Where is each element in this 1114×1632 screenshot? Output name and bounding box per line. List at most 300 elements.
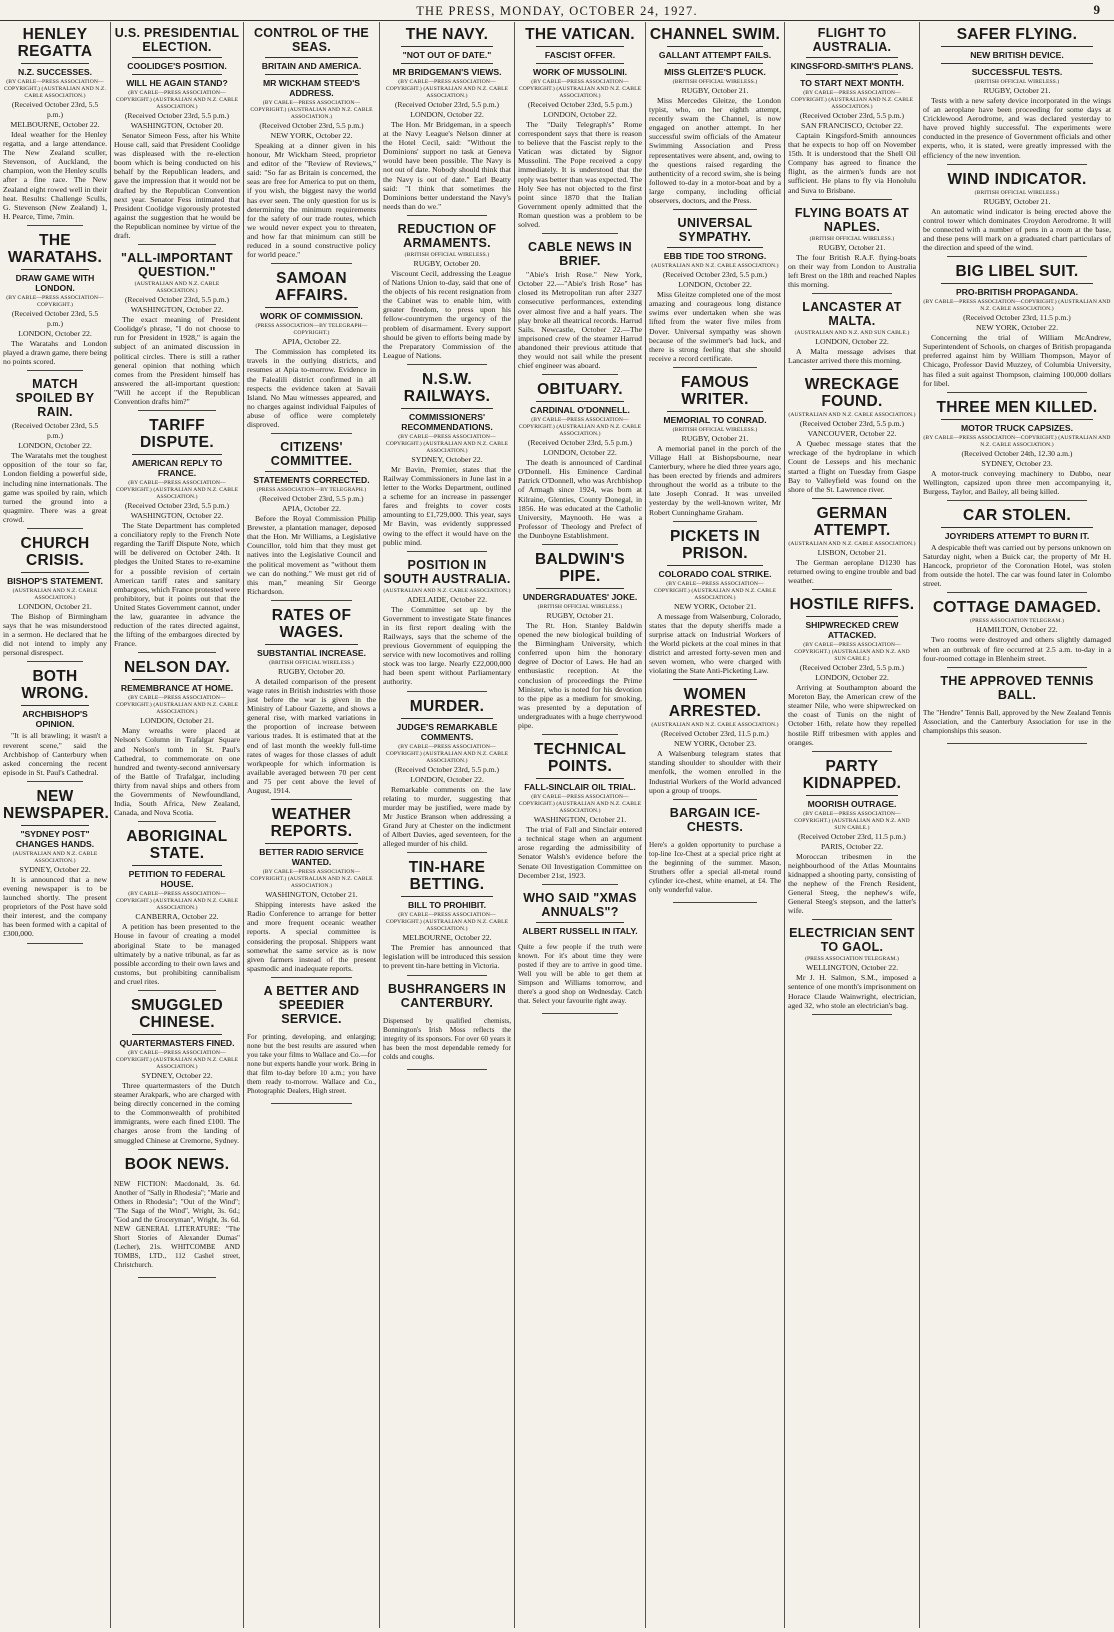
article-subheading: ARCHBISHOP'S OPINION. xyxy=(22,709,88,730)
article-subheading: FASCIST OFFER. xyxy=(544,50,616,60)
cable-credit: (BY CABLE—PRESS ASSOCIATION—COPYRIGHT.) (AUSTRALIAN AND N.Z. CABLE ASSOCIATION.) xyxy=(385,912,509,933)
article-headline: MURDER. xyxy=(409,697,485,715)
article-end-rule xyxy=(271,600,352,601)
article xyxy=(247,440,376,601)
article xyxy=(923,263,1111,393)
dateline: RUGBY, October 21. xyxy=(681,433,749,443)
article-end-rule xyxy=(673,799,757,800)
article-headline: MATCH SPOILED BY RAIN. xyxy=(15,377,95,420)
article-end-rule xyxy=(947,743,1087,744)
dateline: NEW YORK, October 21. xyxy=(673,601,757,611)
article-end-rule xyxy=(407,364,487,365)
article xyxy=(518,741,642,885)
cable-credit: (BRITISH OFFICIAL WIRELESS.) xyxy=(809,235,895,242)
headline-rule xyxy=(132,454,222,455)
article-body: Three quartermasters of the Dutch steamer Arakpark, who are charged with being directly concerned in the coming to the Commonwealth of prohibited immigrants, were each fined £100. The charges arose from the landing of smuggled Chinese at Cremorne, Sydney. xyxy=(114,1080,240,1145)
received-time: (Received October 23rd, 5.5 p.m.) xyxy=(259,121,364,130)
article-end-rule xyxy=(673,902,757,903)
cable-credit: (BY CABLE—PRESS ASSOCIATION—COPYRIGHT.) (AUSTRALIAN AND N.Z. CABLE ASSOCIATION.) xyxy=(923,299,1111,313)
article-end-rule xyxy=(27,661,83,662)
cable-credit: (AUSTRALIAN AND N.Z. CABLE ASSOCIATION.) xyxy=(12,850,98,864)
article xyxy=(247,270,376,434)
article-subheading: ALBERT RUSSELL IN ITALY. xyxy=(522,925,638,936)
article xyxy=(649,686,781,799)
article-body: Ideal weather for the Henley regatta, and a large attendance. The New Zealand sculler, Stevenson, of Auckland, the champion, won the Henley sculls after a fine race. The New Zealand eight rowed well in their heat. Results: Challenge Sculls, G. Stevenson (New Zealand) 1, H. Pearce, Time, 7min. xyxy=(3,130,107,221)
article-headline: RATES OF WAGES. xyxy=(271,606,352,641)
headline-rule xyxy=(21,572,89,573)
article-headline: NELSON DAY. xyxy=(123,659,231,677)
article xyxy=(649,806,781,903)
column-5 xyxy=(515,22,646,1628)
cable-credit: (BY CABLE—PRESS ASSOCIATION—COPYRIGHT.) (AUSTRALIAN AND N.Z. CABLE ASSOCIATION.) xyxy=(923,434,1111,448)
article xyxy=(383,982,511,1070)
dateline: SYDNEY, October 22. xyxy=(19,864,91,874)
dateline: CANBERRA, October 22. xyxy=(135,912,219,922)
article-body: Concerning the trial of William McAndrew, Superintendent of Schools, on charges of British propaganda preferred against him by William Thompson, Mayor of Chicago, Professor David Muzzey, of Columbia University, has filed a suit against Thompson, claiming 100,000 dollars for libel. xyxy=(923,333,1111,388)
headline-rule xyxy=(667,411,763,412)
article-subheading: BETTER RADIO SERVICE WANTED. xyxy=(259,847,364,868)
cable-credit: (BRITISH OFFICIAL WIRELESS.) xyxy=(974,79,1060,85)
article-headline: CHANNEL SWIM. xyxy=(649,26,781,43)
dateline: LONDON, October 22. xyxy=(543,110,617,119)
article-body: NEW FICTION: Macdonald, 3s. 6d. Another of "Sally in Rhodesia"; "Marie and Others in Rhodesia"; "Out of the Wind"; "The Saga of the Wind", Wright, 3s. 6d.; "God and the Groceryman", Wright, 3s. 6d. NEW GENERAL LITERATURE: "The Short Stories of Alexander Dumas" (Lecher), 21s. WHITCOMBE AND TOMBS, LTD., 112 Cashel street, Christchurch. xyxy=(114,1179,240,1269)
article-end-rule xyxy=(27,528,83,529)
headline-rule xyxy=(941,46,1093,47)
article xyxy=(788,300,916,370)
article-subheading: REMEMBRANCE AT HOME. xyxy=(120,683,234,694)
article-subheading: PRO-BRITISH PROPAGANDA. xyxy=(955,287,1079,298)
article xyxy=(923,399,1111,501)
article-body: Captain Kingsford-Smith announces that he expects to hop off on November 15th. It is understood that the Shell Oil Company has agreed to finance the flight, as the airmen's funds are not sufficient. He plans to fly via Honolulu and Suva to Brisbane. xyxy=(788,131,916,195)
article-body: A petition has been presented to the House in favour of creating a model aboriginal State to be managed ultimately by a native tribunal, as far as possible according to their own laws and customs, but prohibiting cannibalism and cruel rites. xyxy=(114,922,240,986)
headline-rule xyxy=(536,778,624,779)
cable-credit: (BY CABLE—PRESS ASSOCIATION—COPYRIGHT.) (AUSTRALIAN AND N.Z. CABLE ASSOCIATION.) xyxy=(385,743,509,764)
article-body: Senator Simeon Fess, after his White House call, said that President Coolidge was displeased with the re-election boom which is being conducted on his behalf by the Republican leaders, and gave the impression that it would not be drafted by the Republican Convention next year. Senator Fess intimated that President Coolidge vigorously protested against the suggestion that he would be the Republican nominee by virtue of the draft. xyxy=(114,131,240,241)
article-body: A memorial panel in the porch of the Village Hall at Bishopsbourne, near Canterbury, where he died three years ago, has been erected by friends and admirers throughout the world as a tribute to the late Joseph Conrad. It was unveiled yesterday by the well-known writer, Mr Robert Cunninghame Graham. xyxy=(649,443,781,517)
article-end-rule xyxy=(27,225,83,226)
dateline: RUGBY, October 21. xyxy=(983,86,1051,95)
article xyxy=(923,26,1111,165)
article-end-rule xyxy=(673,521,757,522)
article-subheading: JUDGE'S REMARKABLE COMMENTS. xyxy=(396,721,498,742)
headline-rule xyxy=(941,527,1093,528)
cable-credit: (AUSTRALIAN AND N.Z. CABLE ASSOCIATION.) xyxy=(651,722,779,729)
article xyxy=(788,596,916,752)
article xyxy=(649,216,781,368)
article xyxy=(923,507,1111,593)
article-subheading: "SYDNEY POST" CHANGES HANDS. xyxy=(15,828,95,849)
article-end-rule xyxy=(812,751,892,752)
dateline: LONDON, October 22. xyxy=(410,774,484,784)
dateline: LISBON, October 21. xyxy=(817,547,887,557)
headline-rule xyxy=(941,63,1093,64)
article xyxy=(383,222,511,365)
article xyxy=(383,558,511,692)
article-headline: REDUCTION OF ARMAMENTS. xyxy=(397,221,497,250)
dateline: SYDNEY, October 22. xyxy=(411,454,483,464)
dateline: HAMILTON, October 22. xyxy=(976,625,1058,635)
article xyxy=(518,551,642,735)
article-end-rule xyxy=(947,592,1087,593)
article-headline: BARGAIN ICE-CHESTS. xyxy=(669,805,761,834)
article-end-rule xyxy=(407,215,487,216)
article xyxy=(3,787,110,944)
article-headline: THE WARATAHS. xyxy=(7,231,103,266)
dateline: RUGBY, October 21. xyxy=(681,86,749,95)
received-time: (Received October 23rd, 5.5 p.m.) xyxy=(124,295,230,305)
received-time: (Received October 23rd, 11.5 p.m.) xyxy=(963,313,1071,323)
article-body: The Rt. Hon. Stanley Baldwin opened the new biological building of the Birmingham University, which conferred upon him the honorary degree of Doctor of Laws. He had an enthusiastic reception. At the conclusion of proceedings the Prime Minister, who is noted for his devotion to the pipe as a medium for smoking, was presented by a deputation of undergraduates with a huge cherrywood pipe. xyxy=(518,621,642,731)
article-body: A motor-truck conveying machinery to Dubbo, near Wellington, capsized upon three men accompanying it, Burgess, Taylor, and Bailey, all being killed. xyxy=(923,468,1111,496)
headline-rule xyxy=(806,616,898,617)
article-headline: THE VATICAN. xyxy=(525,26,635,43)
headline-rule xyxy=(21,825,89,826)
article xyxy=(114,828,240,991)
article-subheading: MOTOR TRUCK CAPSIZES. xyxy=(960,422,1074,433)
cable-credit: (BY CABLE—PRESS ASSOCIATION—COPYRIGHT.) (AUSTRALIAN AND N.Z. CABLE ASSOCIATION.) xyxy=(115,695,239,716)
cable-credit: (BY CABLE—PRESS ASSOCIATION—COPYRIGHT.) (AUSTRALIAN AND N.Z. CABLE ASSOCIATION.) xyxy=(385,433,509,454)
article-subheading: PETITION TO FEDERAL HOUSE. xyxy=(128,869,226,890)
received-time: (Received October 23rd, 5.5 p.m.) xyxy=(11,308,99,328)
headline-rule xyxy=(536,922,624,923)
dateline: NEW YORK, October 22. xyxy=(270,131,353,140)
cable-credit: (AUSTRALIAN AND N.Z. CABLE ASSOCIATION.) xyxy=(788,540,916,547)
article xyxy=(788,26,916,200)
cable-credit: (BY CABLE—PRESS ASSOCIATION—COPYRIGHT.) (AUSTRALIAN AND N.Z. CABLE ASSOCIATION.) xyxy=(115,1049,239,1070)
dateline: LONDON, October 22. xyxy=(18,441,92,451)
headline-rule xyxy=(21,269,89,270)
headline-rule xyxy=(401,63,493,64)
cable-credit: (AUSTRALIAN AND N.Z. CABLE ASSOCIATION.) xyxy=(12,587,98,601)
article-body: A Malta message advises that Lancaster arrived there this morning. xyxy=(788,347,916,366)
cable-credit: (BY CABLE—PRESS ASSOCIATION—COPYRIGHT.) (AUSTRALIAN AND N.Z. CABLE ASSOCIATION.) xyxy=(115,891,239,912)
cable-credit: (BY CABLE—PRESS ASSOCIATION—COPYRIGHT.) (AUSTRALIAN AND N.Z. CABLE ASSOCIATION.) xyxy=(385,79,509,99)
article-end-rule xyxy=(407,551,487,552)
headline-rule xyxy=(401,46,493,47)
headline-rule xyxy=(401,718,493,719)
cable-credit: (AUSTRALIAN AND N.Z. CABLE ASSOCIATION.) xyxy=(134,281,220,295)
article-headline: TARIFF DISPUTE. xyxy=(140,417,214,452)
headline-rule xyxy=(806,74,898,75)
article-headline: OBITUARY. xyxy=(537,381,623,399)
cable-credit: (BY CABLE—PRESS ASSOCIATION—COPYRIGHT.) xyxy=(6,294,104,308)
article-body: Here's a golden opportunity to purchase a top-line Ice-Chest at a special price right at the beginning of the summer. Mason, Struthers offer a special all-metal round cylinder ice-chest, white enamel, at £4. The only wonderful value. xyxy=(649,840,781,894)
column-2 xyxy=(111,22,244,1628)
article-body: An automatic wind indicator is being erected above the control tower which dominates Croydon Aerodrome. It will be connected with a number of pens in a room at the base, and these pens will mark on a graduated chart particulars of the direction and speed of the wind. xyxy=(923,206,1111,253)
headline-rule xyxy=(21,705,89,706)
article-headline: PARTY KIDNAPPED. xyxy=(802,757,902,792)
article-end-rule xyxy=(138,821,216,822)
headline-rule xyxy=(667,565,763,566)
article-end-rule xyxy=(812,589,892,590)
article-headline: CHURCH CRISIS. xyxy=(20,534,90,569)
headline-rule xyxy=(941,283,1093,284)
article-body: The Waratahs and London played a drawn game, there being no points scored. xyxy=(3,338,107,367)
article-body: Before the Royal Commission Philip Brewster, a plantation manager, deposed that the Hon. Mr Williams, a Legislative Councillor, told him that they must get natives into the Legislative Council and the political movement as "without them we can do nothing." We must get rid of this man," meaning Sir George Richardson. xyxy=(247,514,376,596)
article xyxy=(518,891,642,1014)
article-headline: ELECTRICIAN SENT TO GAOL. xyxy=(789,926,915,955)
article-end-rule xyxy=(271,263,352,264)
article-subheading: UNDERGRADUATES' JOKE. xyxy=(522,592,638,602)
article xyxy=(383,698,511,854)
article-body: Tests with a new safety device incorporated in the wings of an aeroplane have been proceeding for some days at Cricklewood Aerodrome, and was declared yesterday to have proved highly successful. The experiments were conducted in the presence of Government officials and other experts, who, it is stated, were greatly impressed with the efficiency of the new invention. xyxy=(923,96,1111,160)
article-subheading: GALLANT ATTEMPT FAILS. xyxy=(658,50,772,60)
cable-credit: (BRITISH OFFICIAL WIRELESS.) xyxy=(537,604,623,610)
dateline: VANCOUVER, October 22. xyxy=(807,429,897,439)
article-end-rule xyxy=(271,1103,352,1104)
article-end-rule xyxy=(812,1014,892,1015)
column-7 xyxy=(785,22,920,1628)
article-subheading: COMMISSIONERS' RECOMMENDATIONS. xyxy=(401,411,493,432)
article-end-rule xyxy=(673,367,757,368)
article-body: Miss Gleitze completed one of the most amazing and courageous long distance swims ever undertaken when she was lifted from the water five miles from Dover. Universal sympathy was shown because of the swimmer's bad luck, and there is strong feeling that she should receive a record certificate. xyxy=(649,290,781,363)
dateline: LONDON, October 22. xyxy=(410,110,484,119)
article xyxy=(788,206,916,294)
article-headline: POSITION IN SOUTH AUSTRALIA. xyxy=(383,557,511,586)
article-body: The "Hendre" Tennis Ball, approved by the New Zealand Tennis Association, and the Canterbury Association for use in the championships this season. xyxy=(923,708,1111,735)
article-subheading: BRITAIN AND AMERICA. xyxy=(261,61,362,71)
cable-credit: (PRESS ASSOCIATION—BY TELEGRAPH.) xyxy=(256,487,367,494)
article-end-rule xyxy=(947,667,1087,668)
article-subheading: COLORADO COAL STRIKE. xyxy=(658,568,772,579)
article-body: The "Daily Telegraph's" Rome correspondent says that there is reason to believe that the Fascist reply to the Vatican was dictated by Signor Mussolini. The Pope received a copy immediately. It is understood that the reply was better than was expected. The Holy See has not objected to the first point since 1870 that the Italian Government openly admitted that the Roman question was a problem to be solved. xyxy=(518,120,642,230)
article-subheading: EBB TIDE TOO STRONG. xyxy=(663,251,767,262)
headline-rule xyxy=(21,63,89,64)
article-subheading: COOLIDGE'S POSITION. xyxy=(127,61,227,71)
column-8 xyxy=(920,22,1114,1628)
headline-rule xyxy=(536,588,624,589)
cable-credit: (BY CABLE—PRESS ASSOCIATION—COPYRIGHT.) (AUSTRALIAN AND N.Z. AND SUN CABLE.) xyxy=(794,810,910,831)
article-headline: TIN-HARE BETTING. xyxy=(408,859,486,894)
article-subheading: WORK OF MUSSOLINI. xyxy=(532,67,628,77)
received-time: (Received October 23rd, 5.5 p.m.) xyxy=(662,270,768,280)
article-body: For printing, developing, and enlarging; none but the best results are assured when you take your films to Wallace and Co.—for none but experts handle your work. Bring in that film to-day before 10 a.m.; you have them ready to-morrow. Wallace and Co., Photographic Dealers, High street. xyxy=(247,1033,376,1096)
dateline: APIA, October 22. xyxy=(282,337,341,347)
article-body: Remarkable comments on the law relating to murder, suggesting that murder may be justified, were made by Mr Justice Branson when addressing a Grand Jury at Chester on the indictment of Albert Davies, aged seventeen, for the alleged murder of his child. xyxy=(383,784,511,849)
article-body: A message from Walsenburg, Colorado, states that the deputy sheriffs made a surprise attack on Industrial Workers of the World pickets at the coal mines in that district and arrested forty-seven men and seven women, who were charged with violating the State Anti-Picketing Law. xyxy=(649,611,781,676)
dateline: APIA, October 22. xyxy=(282,504,341,514)
article xyxy=(788,758,916,921)
article-headline: CAR STOLEN. xyxy=(962,506,1072,524)
article-end-rule xyxy=(138,990,216,991)
article xyxy=(114,997,240,1150)
dateline: RUGBY, October 21. xyxy=(983,196,1051,206)
cable-credit: (AUSTRALIAN AND N.Z. AND SUN CABLE.) xyxy=(794,330,910,337)
article-headline: WEATHER REPORTS. xyxy=(270,806,353,841)
column-4 xyxy=(380,22,515,1628)
received-time: (Received October 23rd, 5.5 p.m.) xyxy=(799,663,905,673)
cable-credit: (BRITISH OFFICIAL WIRELESS.) xyxy=(974,189,1060,196)
article-subheading: SHIPWRECKED CREW ATTACKED. xyxy=(805,620,899,641)
dateline: SAN FRANCISCO, October 22. xyxy=(800,121,903,130)
article-subheading: BILL TO PROHIBIT. xyxy=(408,900,486,911)
article-end-rule xyxy=(271,799,352,800)
dateline: LONDON, October 21. xyxy=(18,601,92,611)
article-headline: TECHNICAL POINTS. xyxy=(533,741,627,776)
article-end-rule xyxy=(138,410,216,411)
received-time: (Received October 23rd, 5.5 p.m.) xyxy=(527,100,633,109)
received-time: (Received October 23rd, 5.5 p.m.) xyxy=(527,438,633,448)
headline-rule xyxy=(536,401,624,402)
article-body: The German aeroplane D1230 has returned owing to engine trouble and bad weather. xyxy=(788,557,916,585)
article-end-rule xyxy=(947,500,1087,501)
article xyxy=(518,26,642,234)
article-end-rule xyxy=(812,293,892,294)
article-headline: BIG LIBEL SUIT. xyxy=(955,263,1079,281)
cable-credit: (BY CABLE—PRESS ASSOCIATION—COPYRIGHT.) (AUSTRALIAN AND N.Z. CABLE ASSOCIATION.) xyxy=(518,794,642,815)
cable-credit: (BY CABLE—PRESS ASSOCIATION—COPYRIGHT.) (AUSTRALIAN AND N.Z. CABLE ASSOCIATION.) xyxy=(250,100,373,120)
cable-credit: (BRITISH OFFICIAL WIRELESS.) xyxy=(672,79,758,85)
cable-credit: (BRITISH OFFICIAL WIRELESS.) xyxy=(404,251,490,258)
article xyxy=(923,599,1111,667)
article-headline: "ALL-IMPORTANT QUESTION." xyxy=(121,251,233,280)
article xyxy=(114,659,240,822)
headline-rule xyxy=(265,57,358,58)
page-number: 9 xyxy=(1093,2,1100,17)
article-body: Moroccan tribesmen in the neighbourhood of the Atlas Mountains kidnapped a shooting party, consisting of the nephew of the French Resident, General Steeg, the nephew's wife, General Steeg's stepson, and the latter's wife. xyxy=(788,851,916,916)
received-time: (Received October 23rd, 11.5 p.m.) xyxy=(661,729,769,739)
article-end-rule xyxy=(542,1013,618,1014)
headline-rule xyxy=(132,679,222,680)
article-subheading: JOYRIDERS ATTEMPT TO BURN IT. xyxy=(944,530,1090,541)
cable-credit: (PRESS ASSOCIATION TELEGRAM.) xyxy=(804,956,899,963)
article xyxy=(3,668,107,781)
cable-credit: (BY CABLE—PRESS ASSOCIATION—COPYRIGHT.) (AUSTRALIAN AND N.Z. CABLE ASSOCIATION.) xyxy=(115,90,239,110)
article-subheading: QUARTERMASTERS FINED. xyxy=(119,1037,235,1048)
cable-credit: (BY CABLE—PRESS ASSOCIATION—COPYRIGHT.) (AUSTRALIAN AND N.Z. CABLE ASSOCIATION.) xyxy=(4,79,106,99)
received-time: (Received October 23rd, 5.5 p.m.) xyxy=(124,111,230,120)
article-end-rule xyxy=(542,884,618,885)
received-time: (Received October 23rd, 5.5 p.m.) xyxy=(394,100,500,109)
article-end-rule xyxy=(947,164,1087,165)
cable-credit: (BY CABLE—PRESS ASSOCIATION—COPYRIGHT.) (AUSTRALIAN AND N.Z. AND SUN CABLE.) xyxy=(794,642,910,663)
article-end-rule xyxy=(407,975,487,976)
article-body: Quite a few people if the truth were known. For it's about time they were posted if they are to arrive in good time. Well you will be able to get them at Simpson and Williams tomorrow, and there's a good shop on Wednesday. Catch that. Select your favourite right away. xyxy=(518,942,642,1005)
received-time: (Received October 24th, 12.30 a.m.) xyxy=(961,448,1073,458)
article-end-rule xyxy=(542,734,618,735)
headline-rule xyxy=(265,74,358,75)
received-time: (Received October 23rd, 5.5 p.m.) xyxy=(11,421,99,441)
article xyxy=(383,371,511,552)
received-time: (Received October 23rd, 5.5 p.m.) xyxy=(394,764,500,774)
article-body: The Commission has completed its travels in the outlying districts, and resumes at Apia to-morrow. Evidence in the Falealili district confirmed in all respects the evidence taken at Savaii Island. No Mau witnesses appeared, and no charges against individual Faipules of abuse of office were completely disproved. xyxy=(247,347,376,429)
article-end-rule xyxy=(27,943,83,944)
article xyxy=(247,607,376,800)
article-end-rule xyxy=(407,691,487,692)
article-headline: FAMOUS WRITER. xyxy=(680,373,750,408)
article-end-rule xyxy=(271,433,352,434)
headline-rule xyxy=(132,74,222,75)
cable-credit: (AUSTRALIAN AND N.Z. CABLE ASSOCIATION.) xyxy=(651,263,779,270)
article-subheading: "NOT OUT OF DATE." xyxy=(402,50,492,60)
article-subheading: DRAW GAME WITH LONDON. xyxy=(15,272,95,293)
article xyxy=(788,505,916,590)
article-subheading: STATEMENTS CORRECTED. xyxy=(253,475,370,486)
article-subheading: KINGSFORD-SMITH'S PLANS. xyxy=(790,61,914,71)
headline-rule xyxy=(667,247,763,248)
article-subheading: TO START NEXT MONTH. xyxy=(800,78,904,88)
article-body: A Quebec message states that the wreckage of the hydroplane in which Count de Lesseps and his mechanic started a flight on Tuesday from Gaspe Bay to Valleyfield was found on the shore of the St. Lawrence river. xyxy=(788,439,916,494)
article-subheading: MISS GLEITZE'S PLUCK. xyxy=(664,67,766,77)
dateline: WELLINGTON, October 22. xyxy=(805,963,899,973)
article-headline: U.S. PRESIDENTIAL ELECTION. xyxy=(114,26,240,54)
cable-credit: (PRESS ASSOCIATION TELEGRAM.) xyxy=(969,618,1064,625)
article-body: The Waratahs met the toughest opposition of the tour so far, London fielding a powerful side, including nine internationals. The game was spoiled by rain, which turned the ground into a quagmire. There was a great crowd. xyxy=(3,451,107,524)
article xyxy=(114,417,240,653)
headline-rule xyxy=(265,471,358,472)
dateline: LONDON, October 22. xyxy=(815,673,889,683)
article-body: The trial of Fall and Sinclair entered a technical stage when an argument arose regarding the admissibility of Senator Walsh's evidence before the Senate Oil Investigation Committee on December 21st, 1923. xyxy=(518,825,642,880)
cable-credit: (BRITISH OFFICIAL WIRELESS.) xyxy=(672,426,758,433)
headline-rule xyxy=(132,865,222,866)
headline-rule xyxy=(536,63,624,64)
article xyxy=(788,376,916,499)
article-headline: BOOK NEWS. xyxy=(124,1155,230,1173)
article-end-rule xyxy=(812,498,892,499)
received-time: (Received October 23rd, 5.5 p.m.) xyxy=(799,419,905,429)
dateline: MELBOURNE, October 22. xyxy=(402,933,492,943)
cable-credit: (BY CABLE—PRESS ASSOCIATION—COPYRIGHT.) (AUSTRALIAN AND N.Z. CABLE ASSOCIATION.) xyxy=(250,869,373,890)
newspaper-columns xyxy=(0,22,1114,1628)
headline-rule xyxy=(265,644,358,645)
article xyxy=(383,859,511,975)
article-end-rule xyxy=(947,256,1087,257)
article-headline: PICKETS IN PRISON. xyxy=(670,527,760,562)
article-end-rule xyxy=(542,233,618,234)
cable-credit: (AUSTRALIAN AND N.Z. CABLE ASSOCIATION.) xyxy=(383,587,511,594)
article-headline: THREE MEN KILLED. xyxy=(936,398,1098,416)
article-end-rule xyxy=(542,544,618,545)
article-body: The four British R.A.F. flying-boats on their way from London to Australia left Brest on the 18th and reached Naples this morning. xyxy=(788,252,916,289)
article-headline: WRECKAGE FOUND. xyxy=(804,376,900,411)
article-headline: GERMAN ATTEMPT. xyxy=(813,504,891,539)
article-body: It is announced that a new evening newspaper is to be launched shortly. The present proprietors of the Post have sold their interest, and the company has been formed with a capital of £300,000. xyxy=(3,874,107,939)
cable-credit: (BY CABLE—PRESS ASSOCIATION—COPYRIGHT.) (AUSTRALIAN AND N.Z. CABLE ASSOCIATION.) xyxy=(518,79,642,99)
article-subheading: BISHOP'S STATEMENT. xyxy=(7,575,103,586)
article-subheading: FALL-SINCLAIR OIL TRIAL. xyxy=(524,782,636,793)
article xyxy=(649,26,781,210)
article-end-rule xyxy=(947,392,1087,393)
article-body: The State Department has completed a conciliatory reply to the French Note regarding the Tariff Dispute Note, which will be delivered on October 24th. It pledges the United States to re-examine for a possible revision of certain American tariff rates and sanitary embargoes, which France protested were prohibitory, but it points out that the United States Government cannot, under the law, guarantee in advance the reduction of the rates directed against, the lifting of the embargoes directed by France. xyxy=(114,521,240,649)
dateline: RUGBY, October 21. xyxy=(546,611,614,620)
column-1 xyxy=(0,22,111,1628)
article-headline: ABORIGINAL STATE. xyxy=(126,828,228,863)
article-end-rule xyxy=(542,374,618,375)
headline-rule xyxy=(401,408,493,409)
article-subheading: MR BRIDGEMAN'S VIEWS. xyxy=(392,67,502,77)
article-end-rule xyxy=(407,852,487,853)
dateline: MELBOURNE, October 22. xyxy=(10,120,100,129)
article-subheading: MR WICKHAM STEED'S ADDRESS. xyxy=(262,78,361,98)
headline-rule xyxy=(132,57,222,58)
article-end-rule xyxy=(138,652,216,653)
article-end-rule xyxy=(673,679,757,680)
article-headline: WOMEN ARRESTED. xyxy=(668,686,762,721)
article xyxy=(383,26,511,216)
received-time: (Received October 23rd, 5.5 p.m.) xyxy=(124,501,230,511)
article xyxy=(3,535,107,662)
article-body: Shipping interests have asked the Radio Conference to arrange for better and more frequent oceanic weather reports. A special committee is considering the proposal. Shippers want somewhat the same service as is now given farmers instead of the present spasmodic and inadequate reports. xyxy=(247,900,376,973)
article-body: The death is announced of Cardinal O'Donnell. His Eminence Cardinal Patrick O'Donnell, who was Archbishop of Armagh since 1924, was born at Kilraine, Glenties, County Donegal, in 1856. He was educated at the Catholic University, Maynooth. He was a Professor of Theology and Prefect of the Dunboyne Establishment. xyxy=(518,458,642,540)
dateline: SYDNEY, October 22. xyxy=(141,1070,213,1080)
article-headline: BALDWIN'S PIPE. xyxy=(535,551,625,585)
article xyxy=(247,984,376,1104)
article xyxy=(788,926,916,1014)
article-subheading: CARDINAL O'DONNELL. xyxy=(530,405,630,416)
article xyxy=(247,806,376,978)
article-headline: WIND INDICATOR. xyxy=(947,170,1087,188)
dateline: WASHINGTON, October 20. xyxy=(130,121,224,130)
